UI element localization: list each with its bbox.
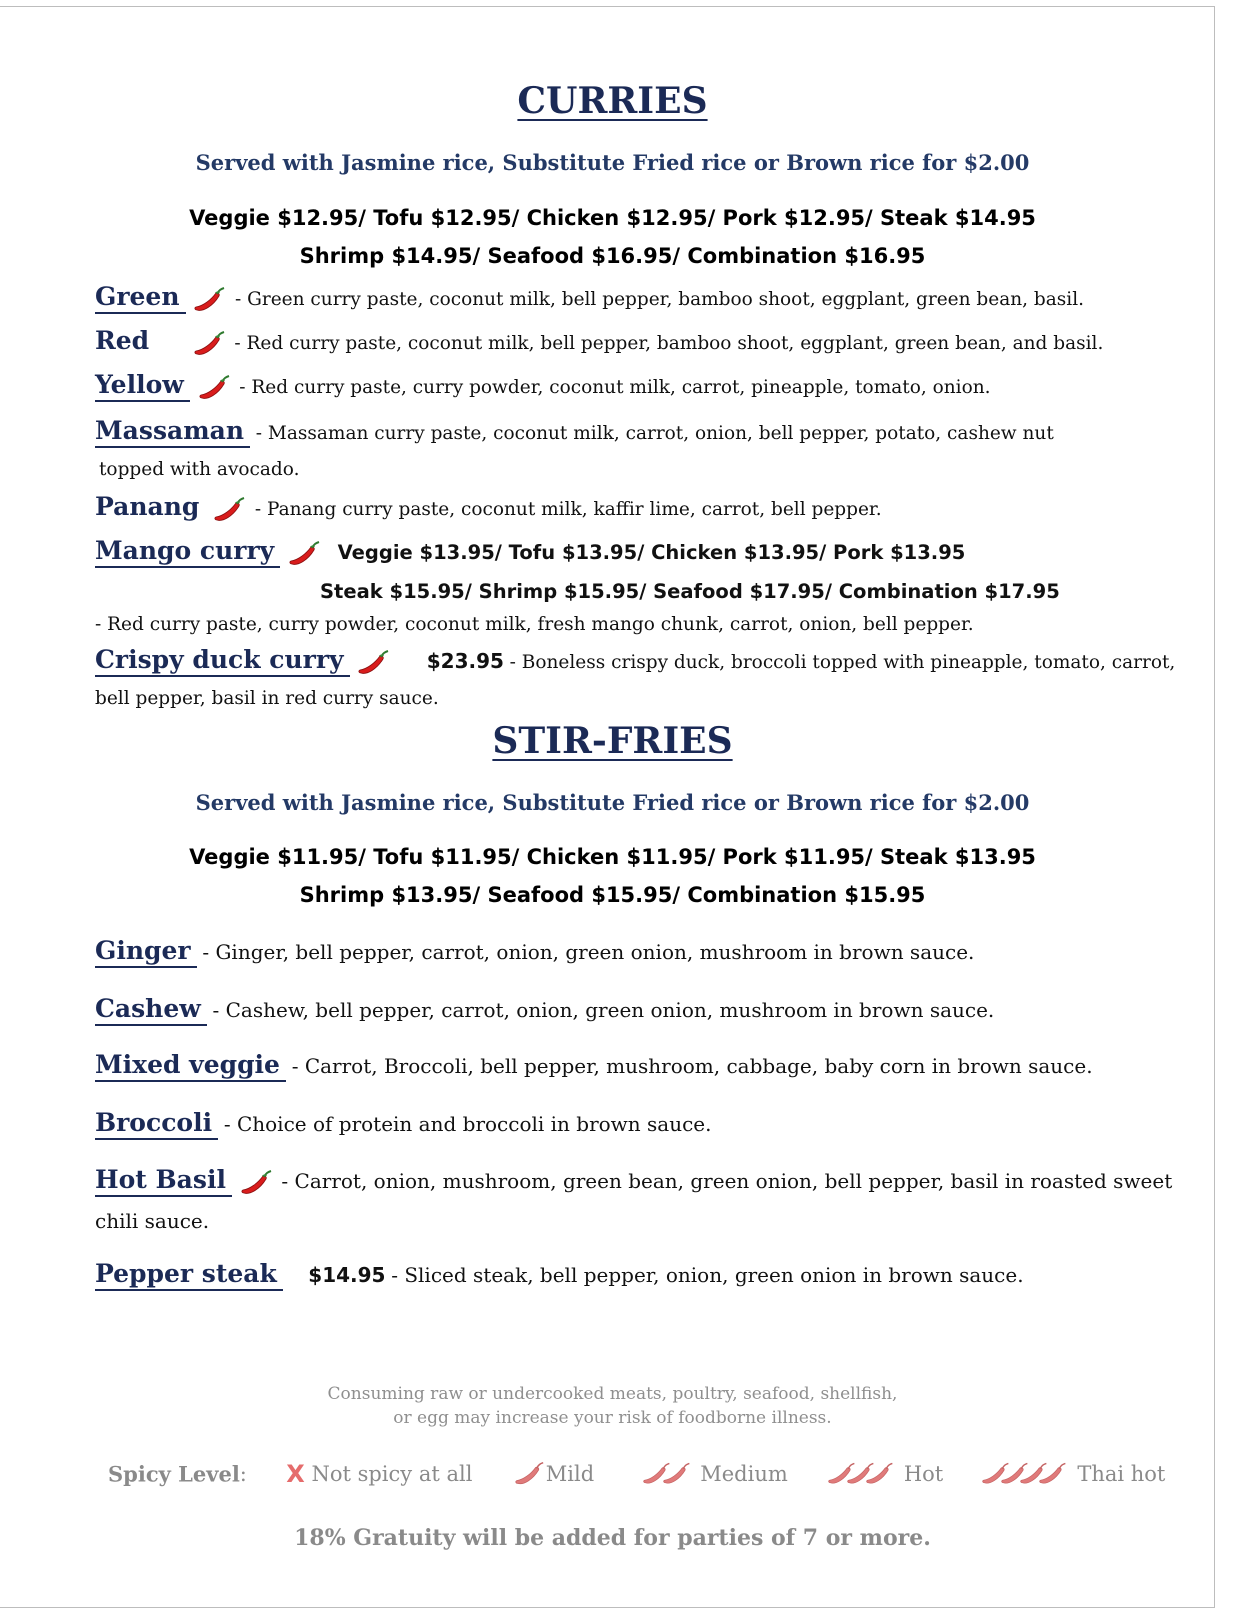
legend-thai-hot: Thai hot bbox=[1077, 1462, 1166, 1486]
spicy-level-label: Spicy Level bbox=[108, 1461, 240, 1487]
item-name: Mango curry bbox=[95, 536, 280, 568]
curry-item-massaman bbox=[95, 416, 1054, 448]
stir-fries-price-list bbox=[0, 838, 1225, 914]
stir-fry-item-broccoli bbox=[95, 1108, 712, 1140]
item-name: Cashew bbox=[95, 994, 207, 1026]
curry-item-crispy-duck bbox=[95, 645, 1175, 677]
stir-fry-item-ginger bbox=[95, 936, 974, 968]
spicy-level-legend bbox=[108, 1460, 1165, 1488]
curry-item-yellow bbox=[95, 370, 991, 402]
curry-item-green bbox=[95, 282, 1084, 314]
chili-pepper-icon bbox=[213, 496, 247, 524]
stir-fry-item-hot-basil bbox=[95, 1165, 1172, 1197]
item-name: Crispy duck curry bbox=[95, 645, 350, 677]
curry-item-mango bbox=[95, 536, 965, 568]
stir-fry-item-cashew bbox=[95, 994, 994, 1026]
item-description: - Panang curry paste, coconut milk, kaffir lime, carrot, bell pepper. bbox=[254, 499, 882, 520]
chili-pepper-icon bbox=[642, 1460, 694, 1488]
chili-pepper-icon bbox=[827, 1460, 897, 1488]
item-price-line-1: Veggie $13.95/ Tofu $13.95/ Chicken $13.95/ Pork $13.95 bbox=[337, 541, 966, 564]
item-name: Green bbox=[95, 282, 186, 314]
legend-not-spicy: Not spicy at all bbox=[311, 1462, 473, 1486]
chili-pepper-icon bbox=[198, 374, 232, 402]
item-description-continued: topped with avocado. bbox=[99, 459, 300, 480]
item-description: - Green curry paste, coconut milk, bell pepper, bamboo shoot, eggplant, green bean, basil. bbox=[234, 289, 1085, 310]
stir-fry-item-pepper-steak bbox=[95, 1259, 1024, 1291]
item-name: Mixed veggie bbox=[95, 1050, 286, 1082]
chili-pepper-icon bbox=[193, 286, 227, 314]
stir-fries-price-line-2: Shrimp $13.95/ Seafood $15.95/ Combination $15.95 bbox=[299, 883, 926, 907]
legend-hot: Hot bbox=[903, 1462, 944, 1486]
item-description: - Red curry paste, coconut milk, bell pepper, bamboo shoot, eggplant, green bean, and basil. bbox=[234, 333, 1104, 354]
curry-item-red bbox=[95, 326, 1103, 358]
chili-pepper-icon bbox=[288, 540, 322, 568]
item-description: - Massaman curry paste, coconut milk, carrot, onion, bell pepper, potato, cashew nut bbox=[255, 423, 1054, 444]
stir-fries-served-note: Served with Jasmine rice, Substitute Fried rice or Brown rice for $2.00 bbox=[195, 790, 1030, 815]
curries-title: CURRIES bbox=[517, 80, 708, 122]
item-description: - Carrot, onion, mushroom, green bean, green onion, bell pepper, basil in roasted sweet bbox=[281, 1169, 1173, 1193]
chili-pepper-icon bbox=[240, 1169, 274, 1197]
legend-medium: Medium bbox=[700, 1462, 788, 1486]
stir-fries-price-line-1: Veggie $11.95/ Tofu $11.95/ Chicken $11.95/ Pork $11.95/ Steak $13.95 bbox=[189, 845, 1036, 869]
item-name: Pepper steak bbox=[95, 1259, 283, 1291]
item-description-continued: chili sauce. bbox=[95, 1209, 210, 1233]
item-description-continued: bell pepper, basil in red curry sauce. bbox=[95, 688, 439, 709]
stir-fry-item-mixed-veggie bbox=[95, 1050, 1093, 1082]
item-description: - Cashew, bell pepper, carrot, onion, green onion, mushroom in brown sauce. bbox=[212, 998, 995, 1022]
curries-price-line-1: Veggie $12.95/ Tofu $12.95/ Chicken $12.95/ Pork $12.95/ Steak $14.95 bbox=[189, 206, 1036, 230]
legend-mild: Mild bbox=[545, 1462, 595, 1486]
item-price: $23.95 bbox=[426, 649, 504, 673]
item-name: Ginger bbox=[95, 936, 197, 968]
item-description: - Ginger, bell pepper, carrot, onion, green onion, mushroom in brown sauce. bbox=[202, 940, 975, 964]
not-spicy-x-icon: X bbox=[286, 1460, 305, 1488]
item-name: Yellow bbox=[95, 370, 190, 402]
item-name: Massaman bbox=[95, 416, 250, 448]
curries-served-note: Served with Jasmine rice, Substitute Fried rice or Brown rice for $2.00 bbox=[195, 150, 1030, 175]
item-name: Hot Basil bbox=[95, 1165, 232, 1197]
item-description: - Red curry paste, curry powder, coconut milk, carrot, pineapple, tomato, onion. bbox=[239, 377, 991, 398]
chili-pepper-icon bbox=[193, 330, 227, 358]
item-name: Red bbox=[95, 326, 150, 355]
warning-line-1: Consuming raw or undercooked meats, poultry, seafood, shellfish, bbox=[327, 1384, 898, 1404]
item-name: Panang bbox=[95, 492, 200, 521]
food-safety-warning bbox=[0, 1382, 1225, 1430]
item-description: - Red curry paste, curry powder, coconut milk, fresh mango chunk, carrot, onion, bell pepper. bbox=[95, 614, 974, 635]
item-description: - Carrot, Broccoli, bell pepper, mushroom, cabbage, baby corn in brown sauce. bbox=[291, 1054, 1093, 1078]
chili-pepper-icon bbox=[514, 1460, 546, 1488]
stir-fries-title: STIR-FRIES bbox=[492, 720, 733, 762]
gratuity-note: 18% Gratuity will be added for parties of 7 or more. bbox=[294, 1525, 931, 1551]
item-name: Broccoli bbox=[95, 1108, 218, 1140]
warning-line-2: or egg may increase your risk of foodborne illness. bbox=[393, 1408, 832, 1428]
item-price-line-2: Steak $15.95/ Shrimp $15.95/ Seafood $17.95/ Combination $17.95 bbox=[320, 580, 1060, 603]
spicy-level-colon: : bbox=[239, 1462, 247, 1486]
item-description: - Sliced steak, bell pepper, onion, green onion in brown sauce. bbox=[391, 1263, 1024, 1287]
item-description: - Boneless crispy duck, broccoli topped with pineapple, tomato, carrot, bbox=[509, 652, 1176, 673]
chili-pepper-icon bbox=[981, 1460, 1071, 1488]
item-description: - Choice of protein and broccoli in brown sauce. bbox=[223, 1112, 712, 1136]
chili-pepper-icon bbox=[357, 649, 391, 677]
curries-price-list bbox=[0, 199, 1225, 275]
item-price: $14.95 bbox=[308, 1263, 386, 1287]
curries-price-line-2: Shrimp $14.95/ Seafood $16.95/ Combination $16.95 bbox=[299, 244, 926, 268]
curry-item-panang bbox=[95, 492, 882, 524]
